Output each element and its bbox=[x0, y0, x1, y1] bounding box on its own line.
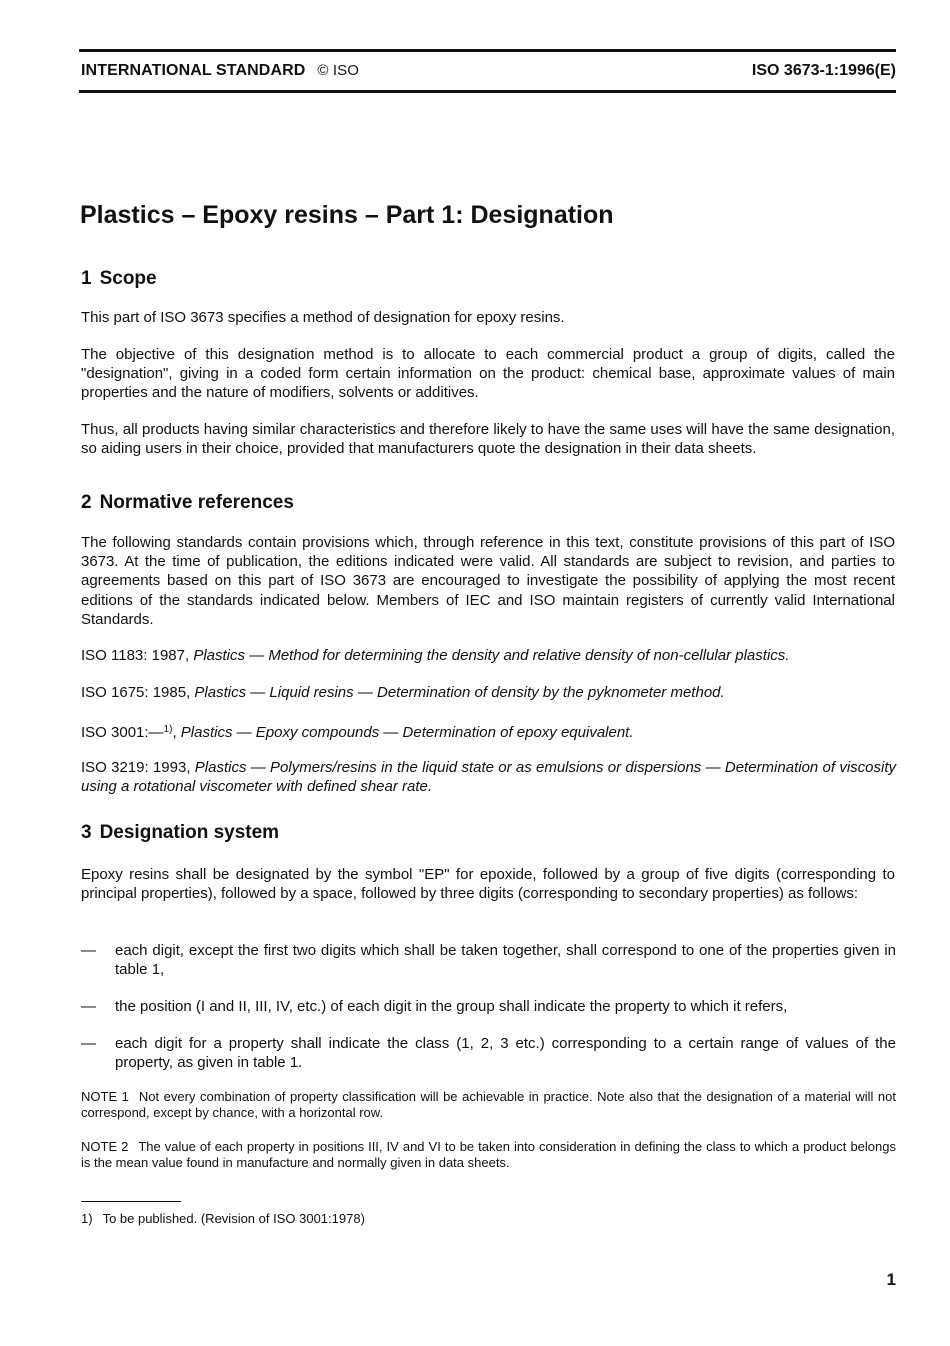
header-standard-label: INTERNATIONAL STANDARD bbox=[81, 62, 306, 79]
list-item bbox=[81, 997, 896, 1016]
list-item bbox=[81, 1034, 896, 1072]
section-1-title: Scope bbox=[99, 268, 157, 289]
note-label: NOTE 1 bbox=[81, 1089, 129, 1104]
note-1 bbox=[81, 1089, 896, 1121]
dash-bullet: — bbox=[81, 998, 96, 1015]
footnote-number: 1) bbox=[81, 1211, 93, 1226]
list-item-text: each digit for a property shall indicate the class (1, 2, 3 etc.) corresponding to a certain range of values of the property, as given in table 1. bbox=[115, 1035, 896, 1072]
reference-iso-3219 bbox=[81, 758, 896, 796]
section-1-number: 1 bbox=[81, 268, 92, 289]
section-3-number: 3 bbox=[81, 822, 92, 843]
section-2-heading bbox=[81, 492, 294, 514]
reference-code: ISO 1675: 1985, bbox=[81, 684, 191, 701]
header-bottom-rule bbox=[79, 90, 896, 93]
note-text: The value of each property in positions III, IV and VI to be taken into consideration in defining the class to which a product belongs is the mean value found in manufacture and normally given in data sheets. bbox=[81, 1139, 896, 1170]
section-1-heading bbox=[81, 268, 157, 290]
reference-code: ISO 3219: 1993, bbox=[81, 759, 191, 776]
list-item bbox=[81, 941, 896, 979]
header-left bbox=[81, 62, 359, 80]
scope-paragraph-2: The objective of this designation method is to allocate to each commercial product a group of digits, called the "designation", giving in a coded form certain information on the product: chemical base, approximate values of main properties and the nature of modifiers, solvents or additives. bbox=[81, 346, 895, 402]
document-title: Plastics – Epoxy resins – Part 1: Designation bbox=[80, 201, 614, 229]
footnote-marker[interactable]: 1) bbox=[163, 724, 173, 735]
header-top-rule bbox=[79, 49, 896, 52]
section-2-title: Normative references bbox=[99, 492, 294, 513]
note-2 bbox=[81, 1139, 896, 1171]
reference-iso-1675 bbox=[81, 683, 896, 702]
normative-intro: The following standards contain provisions which, through reference in this text, constitute provisions of this part of ISO 3673. At the time of publication, the editions indicated were valid. All standards are subject to revision, and parties to agreements based on this part of ISO 3673 are encouraged to investigate the possibility of applying the most recent editions of the standards indicated below. Members of IEC and ISO maintain registers of currently valid International Standards. bbox=[81, 534, 895, 628]
scope-paragraph-1: This part of ISO 3673 specifies a method of designation for epoxy resins. bbox=[81, 309, 565, 326]
reference-title: Plastics — Liquid resins — Determination of density by the pyknometer method. bbox=[194, 684, 725, 701]
reference-title: Plastics — Epoxy compounds — Determination of epoxy equivalent. bbox=[180, 724, 634, 741]
footnote-text: To be published. (Revision of ISO 3001:1978) bbox=[102, 1211, 365, 1226]
list-item-text: each digit, except the first two digits which shall be taken together, shall correspond to one of the properties given in table 1, bbox=[115, 942, 896, 979]
header-doc-number: ISO 3673-1:1996(E) bbox=[751, 62, 896, 79]
reference-iso-3001: ISO 3001:—$^{1)}$, Plastics — Epoxy compounds — Determination of epoxy equivalent. bbox=[81, 724, 634, 741]
reference-code: ISO 1183: 1987, bbox=[81, 647, 190, 664]
dash-bullet: — bbox=[81, 1035, 96, 1052]
designation-intro: Epoxy resins shall be designated by the symbol "EP" for epoxide, followed by a group of five digits (corresponding to principal properties), followed by a space, followed by three digits (corresponding to secondary properties) as follows: bbox=[81, 866, 895, 903]
section-2-number: 2 bbox=[81, 492, 92, 513]
note-label: NOTE 2 bbox=[81, 1139, 129, 1154]
footnote bbox=[81, 1211, 365, 1226]
header-copyright: © ISO bbox=[317, 62, 359, 79]
section-3-title: Designation system bbox=[99, 822, 280, 843]
reference-title: Plastics — Polymers/resins in the liquid state or as emulsions or dispersions — Determination of viscosity using a rotational viscometer with defined shear rate. bbox=[81, 759, 897, 796]
reference-title: Plastics — Method for determining the density and relative density of non-cellular plastics. bbox=[193, 647, 790, 664]
reference-iso-1183 bbox=[81, 646, 896, 665]
section-3-heading bbox=[81, 822, 279, 844]
footnote-separator bbox=[81, 1201, 181, 1202]
scope-paragraph-3: Thus, all products having similar characteristics and therefore likely to have the same uses will have the same designation, so aiding users in their choice, provided that manufacturers quote the designation in their data sheets. bbox=[81, 421, 895, 458]
reference-code: ISO 3001:— bbox=[81, 724, 164, 741]
dash-bullet: — bbox=[81, 942, 96, 959]
list-item-text: the position (I and II, III, IV, etc.) of each digit in the group shall indicate the property to which it refers, bbox=[115, 998, 788, 1015]
page-number: 1 bbox=[886, 1270, 896, 1289]
note-text: Not every combination of property classification will be achievable in practice. Note also that the designation of a material will not correspond, except by chance, with a horizontal row. bbox=[81, 1089, 896, 1120]
